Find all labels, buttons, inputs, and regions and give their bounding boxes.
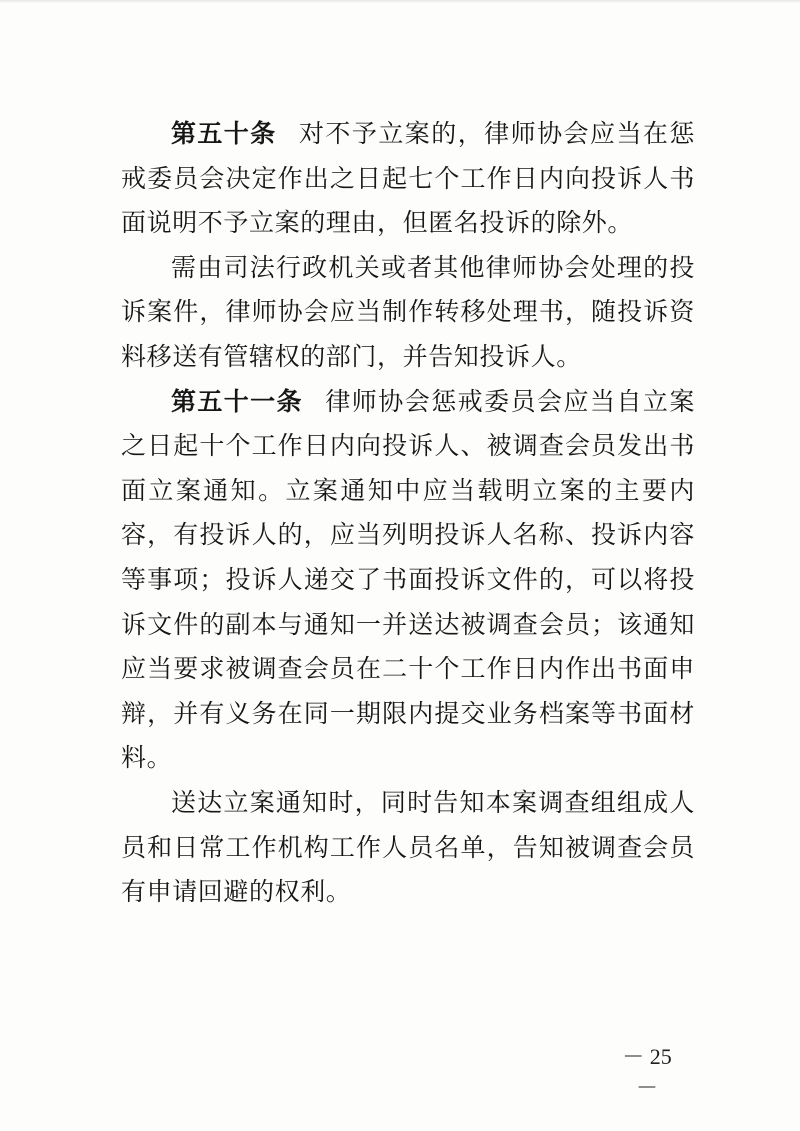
paragraph-text: 送达立案通知时，同时告知本案调查组组成人员和日常工作机构工作人员名单，告知被调查会员有申请回避的权利。 <box>121 787 695 907</box>
page-edge <box>0 0 800 3</box>
document-body <box>121 112 695 915</box>
paragraph-text: 对不予立案的，律师协会应当在惩戒委员会决定作出之日起七个工作日内向投诉人书面说明不予立案的理由，但匿名投诉的除外。 <box>121 119 695 238</box>
article-50-paragraph-2 <box>121 246 695 380</box>
paragraph-text: 需由司法行政机关或者其他律师协会处理的投诉案件，律师协会应当制作转移处理书，随投诉资料移送有管辖权的部门，并告知投诉人。 <box>121 252 695 371</box>
article-heading: 第五十一条 <box>171 386 303 416</box>
paragraph-text: 律师协会惩戒委员会应当自立案之日起十个工作日内向投诉人、被调查会员发出书面立案通知。立案通知中应当载明立案的主要内容，有投诉人的，应当列明投诉人名称、投诉内容等事项；投诉人递交了书面投诉文件的，可以将投诉文件的副本与通知一并送达被调查会员；该通知应当要求被调查会员在二十个工作日内作出书面申辩，并有义务在同一期限内提交业务档案等书面材料。 <box>121 386 695 773</box>
article-50-paragraph <box>121 112 695 246</box>
page-number: － 25 － <box>622 1044 672 1100</box>
article-heading: 第五十条 <box>171 119 277 148</box>
article-51-paragraph <box>121 380 695 781</box>
article-51-paragraph-2 <box>121 781 695 915</box>
